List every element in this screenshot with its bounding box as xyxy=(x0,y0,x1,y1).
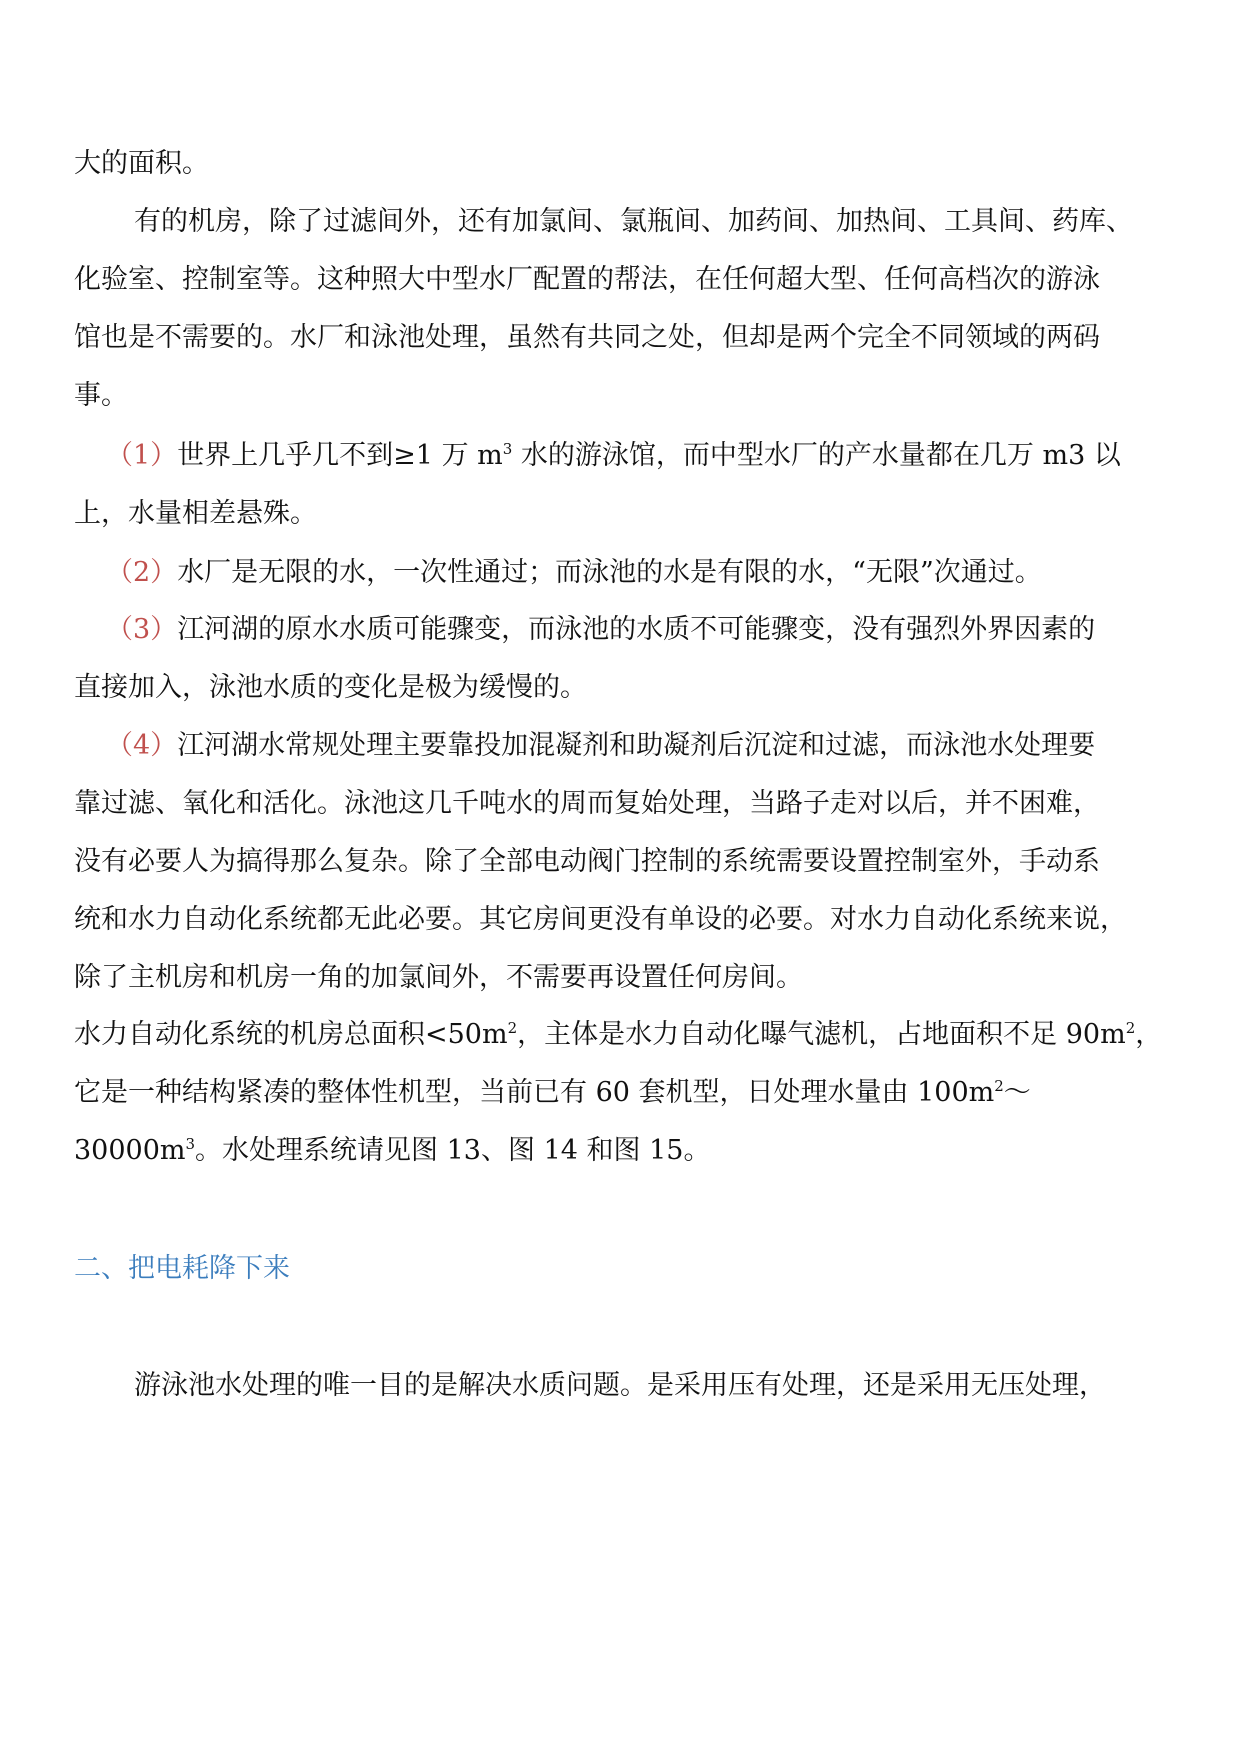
text-run: 它是一种结构紧凑的整体性机型，当前已有 60 套机型，日处理水量由 100m xyxy=(74,1077,995,1108)
paragraph-line xyxy=(74,1133,710,1169)
paragraph-line: 游泳池水处理的唯一目的是解决水质问题。是采用压有处理，还是采用无压处理， xyxy=(134,1370,1106,1401)
list-text: 水的游泳馆，而中型水厂的产水量都在几万 m3 以 xyxy=(512,440,1121,471)
paragraph-line: 化验室、控制室等。这种照大中型水厂配置的帮法，在任何超大型、任何高档次的游泳 xyxy=(74,264,1100,295)
paragraph-line: 馆也是不需要的。水厂和泳池处理，虽然有共同之处，但却是两个完全不同领域的两码 xyxy=(74,322,1100,353)
list-item-3 xyxy=(106,612,1095,648)
list-marker: （2） xyxy=(106,557,178,588)
section-heading: 二、把电耗降下来 xyxy=(74,1253,290,1284)
text-run: ， xyxy=(1135,1019,1163,1050)
superscript: 2 xyxy=(1125,1019,1136,1037)
paragraph-line: 上，水量相差悬殊。 xyxy=(74,498,317,529)
list-text: 江河湖水常规处理主要靠投加混凝剂和助凝剂后沉淀和过滤，而泳池水处理要 xyxy=(177,730,1096,761)
superscript: 3 xyxy=(185,1135,196,1153)
list-item-4 xyxy=(106,728,1095,764)
list-text: 水厂是无限的水，一次性通过；而泳池的水是有限的水，“无限”次通过。 xyxy=(177,557,1042,588)
list-text: 世界上几乎几不到≥1 万 m xyxy=(177,440,503,471)
paragraph-line: 大的面积。 xyxy=(74,148,209,179)
list-marker: （4） xyxy=(106,730,178,761)
superscript: 2 xyxy=(507,1019,518,1037)
text-run: ，主体是水力自动化曝气滤机，占地面积不足 90m xyxy=(517,1019,1126,1050)
list-text: 江河湖的原水水质可能骤变，而泳池的水质不可能骤变，没有强烈外界因素的 xyxy=(177,614,1096,645)
list-marker: （1） xyxy=(106,440,178,471)
paragraph-line: 靠过滤、氧化和活化。泳池这几千吨水的周而复始处理，当路子走对以后，并不困难， xyxy=(74,788,1100,819)
list-marker: （3） xyxy=(106,614,178,645)
paragraph-line xyxy=(74,1075,1031,1111)
paragraph-line xyxy=(74,1017,1162,1053)
text-run: 水力自动化系统的机房总面积<50m xyxy=(74,1019,508,1050)
list-item-1 xyxy=(106,438,1121,474)
paragraph-line: 统和水力自动化系统都无此必要。其它房间更没有单设的必要。对水力自动化系统来说， xyxy=(74,904,1127,935)
paragraph-line: 没有必要人为搞得那么复杂。除了全部电动阀门控制的系统需要设置控制室外，手动系 xyxy=(74,846,1100,877)
text-run: 。水处理系统请见图 13、图 14 和图 15。 xyxy=(195,1135,711,1166)
text-run: ～ xyxy=(1003,1077,1031,1108)
superscript: 2 xyxy=(994,1077,1004,1095)
paragraph-line: 除了主机房和机房一角的加氯间外，不需要再设置任何房间。 xyxy=(74,962,803,993)
text-run: 30000m xyxy=(74,1135,186,1166)
paragraph-line: 事。 xyxy=(74,380,128,411)
list-item-2 xyxy=(106,555,1042,591)
superscript: 3 xyxy=(502,440,513,458)
paragraph-line: 直接加入，泳池水质的变化是极为缓慢的。 xyxy=(74,672,587,703)
paragraph-line: 有的机房，除了过滤间外，还有加氯间、氯瓶间、加药间、加热间、工具间、药库、 xyxy=(134,206,1133,237)
